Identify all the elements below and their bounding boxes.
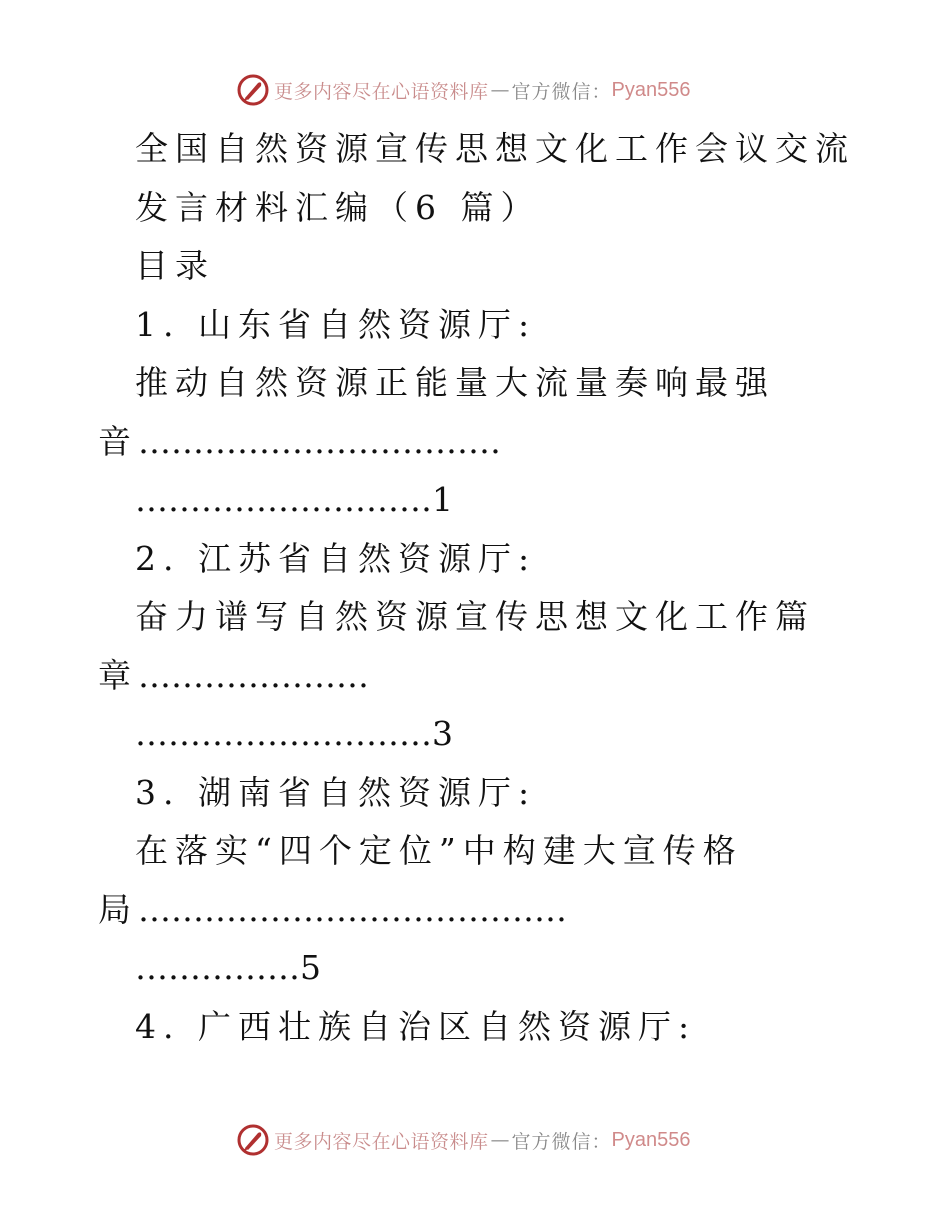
toc-leader-dots: ………………… (138, 655, 369, 695)
document-title-line-2: 发言材料汇编（6 篇） (135, 187, 541, 227)
toc-entry-number: 3. (135, 772, 181, 812)
watermark-wechat-id: Pyan556 (611, 78, 691, 101)
watermark-official-label: 官方微信： (511, 80, 612, 103)
toc-page-number: 1 (432, 480, 453, 519)
toc-leader-dots: …………………………… (138, 421, 501, 461)
watermark-site-text: 更多内容尽在心语资料库 (274, 1130, 489, 1153)
toc-entry-title-tail: 章 (98, 655, 138, 695)
toc-entry-1-org (0, 296, 950, 355)
toc-leader-dots: ………………………………… (138, 889, 567, 929)
toc-entry-2-title: 奋力谱写自然资源宣传思想文化工作篇 (135, 597, 815, 636)
toc-entry-org: 湖南省自然资源厅: (198, 772, 537, 812)
toc-entry-org: 广西壮族自治区自然资源厅: (198, 1006, 697, 1046)
toc-heading: 目录 (135, 246, 215, 285)
toc-entry-4-org (0, 998, 950, 1057)
toc-entry-1-page-line (0, 471, 950, 530)
document-body (0, 120, 950, 1056)
toc-leader-dots: ……………………… (135, 480, 432, 519)
toc-entry-3-title: 在落实“四个定位”中构建大宣传格 (135, 831, 743, 870)
toc-entry-1-title-tail (0, 413, 950, 472)
toc-entry-title-tail: 音 (98, 421, 138, 461)
toc-entry-2-title-tail (0, 647, 950, 706)
footer-watermark (236, 1122, 691, 1158)
watermark-separator: — (490, 1129, 510, 1151)
toc-page-number: 5 (300, 948, 321, 987)
watermark-official-label: 官方微信： (511, 1130, 612, 1153)
quill-logo-icon (236, 73, 270, 107)
toc-entry-2-page-line (0, 705, 950, 764)
header-watermark (236, 72, 691, 108)
watermark-wechat-id: Pyan556 (611, 1128, 691, 1151)
toc-page-number: 3 (432, 714, 453, 753)
toc-entry-3-page-line (0, 939, 950, 998)
toc-entry-org: 江苏省自然资源厅: (198, 538, 537, 578)
toc-entry-number: 2. (135, 538, 181, 578)
toc-leader-dots: ……………………… (135, 714, 432, 753)
toc-entry-3-title-tail (0, 881, 950, 940)
toc-entry-org: 山东省自然资源厅: (198, 304, 537, 344)
watermark-site-text: 更多内容尽在心语资料库 (274, 80, 489, 103)
toc-entry-number: 1. (135, 304, 181, 344)
document-title-line-1: 全国自然资源宣传思想文化工作会议交流 (135, 129, 855, 168)
toc-entry-2-org (0, 530, 950, 589)
watermark-separator: — (490, 79, 510, 101)
toc-entry-1-title: 推动自然资源正能量大流量奏响最强 (135, 363, 775, 402)
toc-entry-3-org (0, 764, 950, 823)
toc-entry-number: 4. (135, 1006, 181, 1046)
toc-entry-title-tail: 局 (98, 889, 138, 929)
quill-logo-icon (236, 1123, 270, 1157)
toc-leader-dots: …………… (135, 948, 300, 987)
